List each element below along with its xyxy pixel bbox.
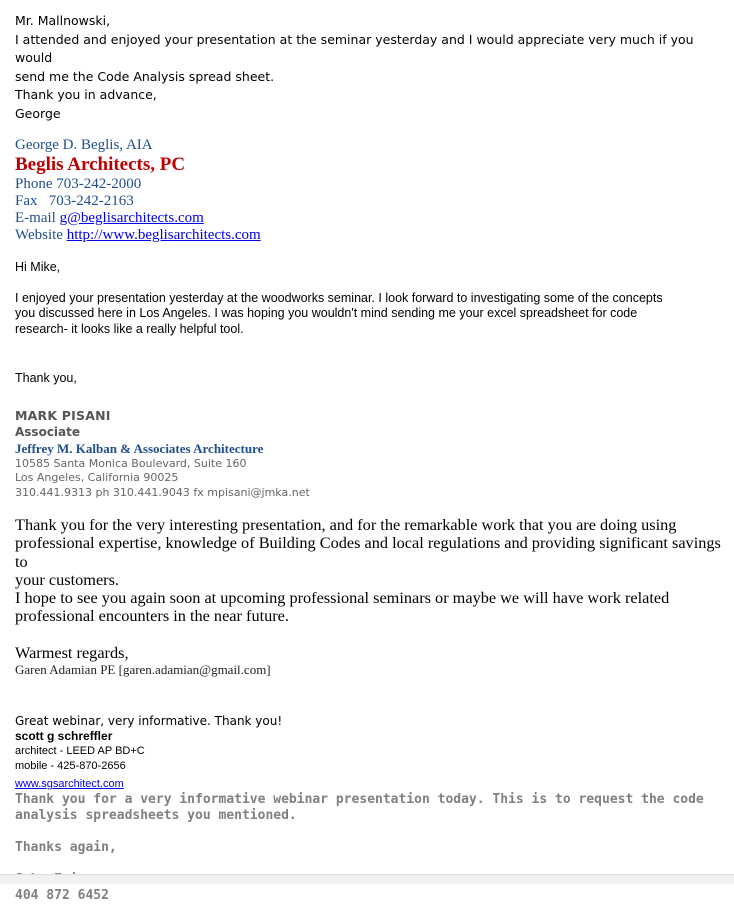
fax-value: 703-242-2163 — [48, 193, 134, 209]
email-thanks: Thanks again, — [15, 840, 117, 856]
signature-address: 10585 Santa Monica Boulevard, Suite 160 — [15, 456, 247, 470]
email-mark — [15, 260, 730, 387]
website-label: Website — [15, 227, 63, 243]
website-link[interactable]: www.sgsarchitect.com — [15, 778, 124, 791]
signature-company: Beglis Architects, PC — [15, 154, 186, 175]
signature-name: scott g schreffler — [15, 729, 113, 744]
email-body-line: you discussed here in Los Angeles. I was hoping you wouldn't mind sending me your excel spreadsheet for code — [15, 306, 638, 320]
email-thanks: Thank you, — [15, 371, 77, 385]
email-body-line: Thank you for the very interesting presentation, and for the remarkable work that you are doing using — [15, 515, 677, 534]
signature-george — [15, 137, 730, 244]
signature-city: Los Angeles, California 90025 — [15, 471, 179, 484]
email-body-line: I attended and enjoyed your presentation at the seminar yesterday and I would appreciate very much if you would — [15, 31, 694, 65]
email-body-line: Thank you for a very informative webinar presentation today. This is to request the code — [15, 792, 704, 808]
phone-label: Phone — [15, 176, 53, 192]
email-body-line: research- it looks like a really helpful tool. — [15, 321, 244, 336]
email-regards: Warmest regards, — [15, 642, 129, 662]
email-greeting: Hi Mike, — [15, 260, 61, 274]
email-scott — [15, 713, 730, 792]
email-john — [15, 792, 730, 904]
email-thanks: Thank you in advance, — [15, 87, 157, 102]
email-george — [15, 12, 730, 123]
signature-phone — [15, 176, 730, 193]
email-link[interactable]: g@beglisarchitects.com — [59, 210, 204, 226]
email-label: E-mail — [15, 210, 56, 226]
email-body-line: I enjoyed your presentation yesterday at the woodworks seminar. I look forward to investigating some of the concepts — [15, 290, 663, 305]
fax-label: Fax — [15, 193, 38, 209]
signature-title: architect - LEED AP BD+C — [15, 745, 145, 758]
signature-mark — [15, 407, 730, 501]
signature-website — [15, 227, 730, 244]
signature-fax — [15, 193, 730, 210]
email-body-line: professional encounters in the near future. — [15, 606, 289, 626]
phone-value: 703-242-2000 — [56, 176, 142, 192]
email-body-line: send me the Code Analysis spread sheet. — [15, 68, 275, 84]
website-link[interactable]: http://www.beglisarchitects.com — [66, 227, 261, 243]
signature-mobile: mobile - 425-870-2656 — [15, 760, 126, 773]
email-garen — [15, 516, 730, 678]
signature-email — [15, 210, 730, 227]
email-body-line: I hope to see you again soon at upcoming professional seminars or maybe we will have work related — [15, 588, 670, 608]
signature-name: MARK PISANI — [15, 407, 111, 423]
email-body-line: analysis spreadsheets you mentioned. — [15, 808, 297, 824]
email-sender-name: George — [15, 105, 61, 121]
email-greeting: Mr. Mallnowski, — [15, 13, 111, 28]
email-body-line: your customers. — [15, 569, 119, 589]
signature-title: Associate — [15, 424, 81, 439]
email-sender-phone: 404 872 6452 — [15, 888, 109, 904]
testimonial-document — [15, 12, 730, 904]
signature-name: George D. Beglis, AIA — [15, 137, 153, 153]
signature-firm: Jeffrey M. Kalban & Associates Architecture — [15, 440, 264, 456]
signature-contact: 310.441.9313 ph 310.441.9043 fx mpisani@jmka.net — [15, 485, 310, 499]
email-signature: Garen Adamian PE [garen.adamian@gmail.com] — [15, 662, 271, 678]
email-body-line: professional expertise, knowledge of Building Codes and local regulations and providing significant savings to — [15, 533, 721, 571]
email-body: Great webinar, very informative. Thank you! — [15, 714, 283, 729]
